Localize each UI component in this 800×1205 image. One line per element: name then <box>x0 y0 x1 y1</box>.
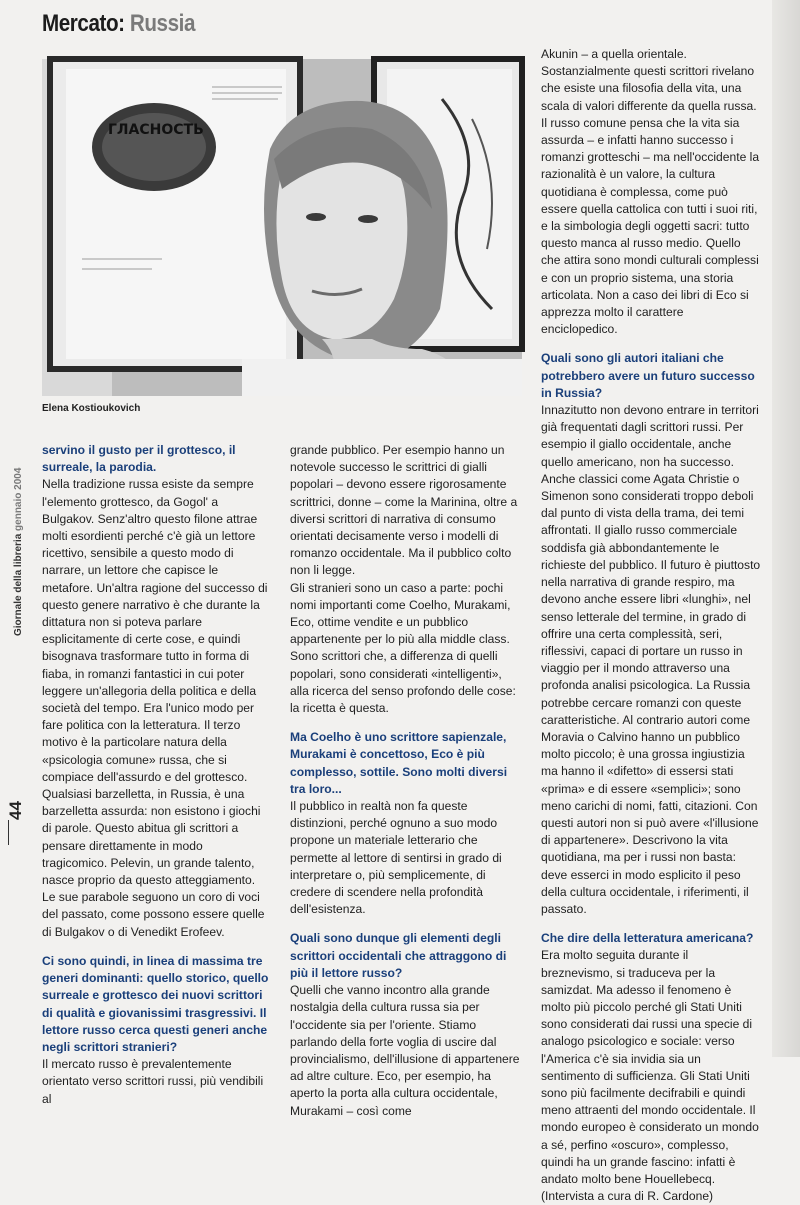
paragraph: grande pubblico. Per esempio hanno un notevole successo le scrittrici di gialli popolari – devono essere rigorosamente scrittrici, donne – come la Marinina, oltre a diversi scrittori di narrativa di consumo orientati decisamente verso i modelli di romanzo occidentale. Ma il pubblico colto non li legge. <box>290 443 518 578</box>
paragraph: Era molto seguita durante il breznevismo, si traduceva per la samizdat. Ma adesso il fenomeno è molto più piccolo perché gli Stati Uniti sono considerati dai russi una specie di analogo psicologico e sociale: verso l'America c'è sia invidia sia un sentimento di sufficienza. Gli Stati Uniti sono più facilmente decifrabili e quindi meno attraenti del mondo occidentale. Il mondo europeo è considerato un mondo a sé, perfino «oscuro», complesso, quindi ha un grande fascino: infatti è andato molto bene Houellebecq. (Intervista a cura di R. Cardone) <box>541 948 759 1204</box>
running-footer: Giornale della libreria gennaio 2004 <box>13 467 24 636</box>
question: servino il gusto per il grottesco, il surreale, la parodia. <box>42 443 236 475</box>
article-column-3 <box>541 46 763 1205</box>
paragraph: Gli stranieri sono un caso a parte: pochi nomi importanti come Coelho, Murakami, Eco, ottime vendite e un pubblico appartenente per lo più alla middle class. Sono scrittori che, a differenza di quelli popolari, sono considerati «intelligenti», alla ricerca del senso profondo delle cose: la ricetta è questa. <box>290 580 516 716</box>
page-number: 44 <box>6 801 25 820</box>
folio-rule <box>8 820 9 845</box>
question: Quali sono dunque gli elementi degli scrittori occidentali che attraggono di più il lettore russo? <box>290 931 507 980</box>
paragraph: Nella tradizione russa esiste da sempre l'elemento grottesco, da Gogol' a Bulgakov. Senz'altro questo filone attrae molti esordienti perché c'è già un lettore ricettivo, sensibile a questo modo di narrare, un lettore che capisce le metafore. Un'altra ragione del successo di questo genere narrativo è che durante la dittatura non si poteva parlare esplicitamente di certe cose, e quindi bisognava trasformare tutto in forma di fiaba, in romanzi fantastici in cui poter leggere un'allegoria della politica e della società del tempo. Era l'unico modo per fare politica con la letteratura. Il terzo motivo è la particolare natura della «psicologia comune» russa, che si compiace dell'assurdo e del grottesco. Qualsiasi barzelletta, in Russia, è una barzelletta assurda: non esistono i giochi di parole. Questo abitua gli scrittori a pensare direttamente in modo tragicomico. Pelevin, un grande talento, nasce proprio da questo atteggiamento. Le sue parabole seguono un coro di voci del passato, come possono essere quelle di Bulgakov o di Venedikt Erofeev. <box>42 477 268 939</box>
question: Ci sono quindi, in linea di massima tre generi dominanti: quello storico, quello surreale e grottesco dei nuovi scrittori di qualità e giovanissimi trasgressivi. Il lettore russo cerca questi generi anche negli scrittori stranieri? <box>42 953 269 1054</box>
poster-text: ГЛАСНОСТЬ <box>108 122 204 138</box>
paragraph: Innazitutto non devono entrare in territori già frequentati dagli scrittori russi. Per esempio il giallo occidentale, anche quello americano, non ha successo. Anche classici come Agata Christie o Simenon sono considerati troppo deboli dal punto di vista della trama, dei temi affrontati. Il giallo russo commerciale soddisfa già abbondantemente le richieste del pubblico. Il futuro è piuttosto nella narrativa di grande respiro, ma devono anche essere libri «lunghi», nel senso letterale del termine, in grado di offrire una certa complessità, seri, riflessivi, capaci di portare un russo in viaggio per il mondo attraverso una profonda analisi psicologica. La Russia potrebbe cercare romanzi con queste caratteristiche. Al contrario autori come Moravia o Calvino hanno un pubblico molto piccolo; è una grossa ingiustizia ma hanno il «difetto» di essersi stati «prima» e di essere «semplici»; sono meno carichi di nomi, fatti, citazioni. Con questi autori non si può avere «l'illusione di appartenere». Descrivono la vita quotidiana, ma per i russi non basta: deve esserci in modo esplicito il peso della cultura occidentale, i riferimenti, il passato. <box>541 403 761 916</box>
article-column-2 <box>290 442 520 1120</box>
paragraph: Il pubblico in realtà non fa queste distinzioni, perché ognuno a suo modo propone un materiale letterario che permette al lettore di sentirsi in grado di interpretare o, più semplicemente, di credere di scendere nella profondità dell'esistenza. <box>290 799 502 917</box>
question: Ma Coelho è uno scrittore sapienzale, Murakami è concettoso, Eco è più complesso, sottile. Sono molti diversi tra loro... <box>290 730 508 796</box>
portrait-photo <box>42 59 522 396</box>
paragraph: Quelli che vanno incontro alla grande nostalgia della cultura russa sia per l'occidente sia per l'oriente. Stiamo parlando della forte voglia di uscire dal provincialismo, dell'illusione di appartenere ad altre culture. Eco, per esempio, ha aperto la porta alla cultura occidentale, Murakami – così come <box>290 983 520 1118</box>
page-edge <box>772 0 800 1057</box>
article-column-1 <box>42 442 270 1108</box>
section-title: Mercato: Russia <box>42 10 195 37</box>
question: Che dire della letteratura americana? <box>541 931 754 946</box>
paragraph: Il mercato russo è prevalentemente orientato verso scrittori russi, più vendibili al <box>42 1057 264 1106</box>
photo-caption: Elena Kostioukovich <box>42 403 141 414</box>
paragraph: Akunin – a quella orientale. Sostanzialmente questi scrittori rivelano che esiste una filosofia della vita, una scala di valori differente da quella russa. Il russo comune pensa che la vita sia assurda – e infatti hanno successo i romanzi grotteschi – ma nell'occidente la razionalità è un valore, la cultura quotidiana è complessa, come può essere quella cattolica con tutti i suoi riti, e la simbologia degli oggetti sacri: tutto questo manca al russo medio. Quello che attira sono mondi culturali complessi e con un proprio sistema, una storia articolata. Non a caso dei libri di Eco si apprezza molto il carattere enciclopedico. <box>541 47 760 337</box>
question: Quali sono gli autori italiani che potrebbero avere un futuro successo in Russia? <box>541 351 755 400</box>
